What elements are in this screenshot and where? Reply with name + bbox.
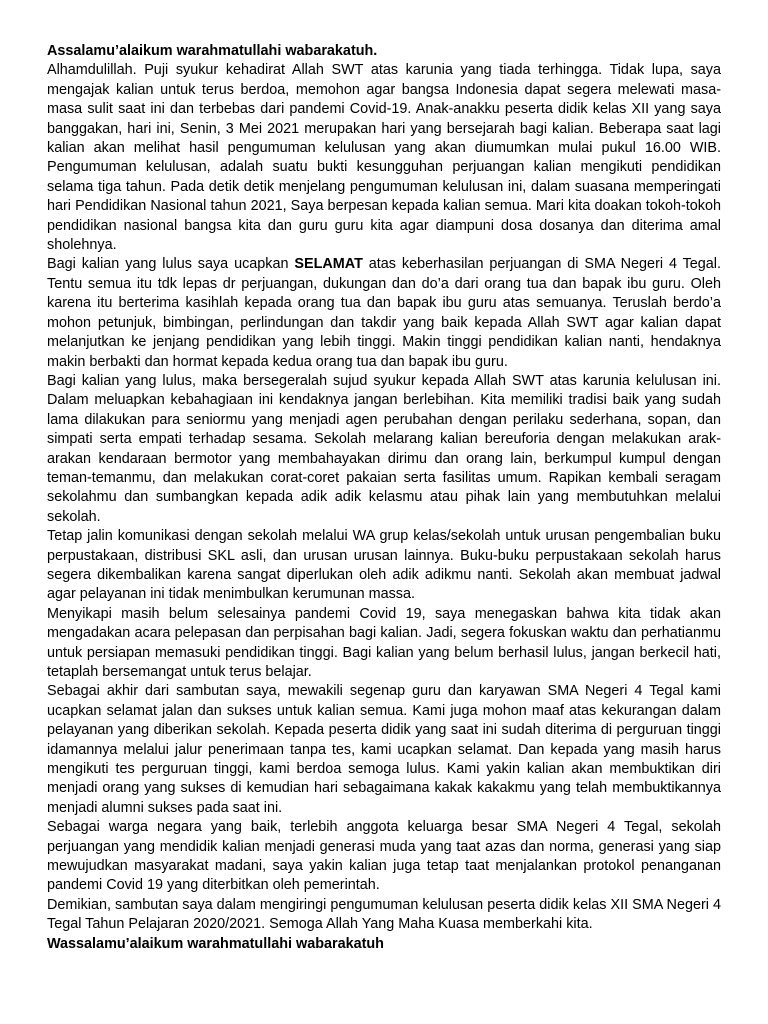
paragraph-pandemic: Menyikapi masih belum selesainya pandemi Covid 19, saya menegaskan bahwa kita tidak akan mengadakan acara pelepasan dan perpisahan bagi kalian. Jadi, segera fokuskan waktu dan perhatianmu untuk persiapan memasuki pendidikan tinggi. Bagi kalian yang belum berhasil lulus, jangan berkecil hati, tetaplah bersemangat untuk terus belajar. xyxy=(47,605,721,680)
opening-greeting: Assalamu’alaikum warahmatullahi wabarakatuh. xyxy=(47,43,378,59)
paragraph-closing: Demikian, sambutan saya dalam mengiringi pengumuman kelulusan peserta didik kelas XII SMA Negeri 4 Tegal Tahun Pelajaran 2020/2021. Semoga Allah Yang Maha Kuasa memberkahi kita. xyxy=(47,896,721,933)
selamat-emphasis: SELAMAT xyxy=(294,256,363,273)
paragraph-communication: Tetap jalin komunikasi dengan sekolah melalui WA grup kelas/sekolah untuk urusan pengembalian buku perpustakaan, distribusi SKL asli, dan urusan urusan lainnya. Buku-buku perpustakaan sekolah harus segera dikembalikan karena sangat diperlukan oleh adik adikmu nanti. Sekolah akan membuat jadwal agar pelayanan ini tidak menimbulkan kerumunan massa. xyxy=(47,528,721,603)
paragraph-congratulations-lead: Bagi kalian yang lulus saya ucapkan xyxy=(47,256,295,273)
paragraph-celebration-guidance: Bagi kalian yang lulus, maka bersegeralah sujud syukur kepada Allah SWT atas karunia kelulusan ini. Dalam meluapkan kebahagiaan ini kendaknya jangan berlebihan. Kita memiliki tradisi baik yang sudah lama dilakukan para seniormu yang menjadi agen perubahan dengan perilaku sederhana, sopan, dan simpati serta empati terhadap sesama. Sekolah melarang kalian bereuforia dengan melakukan arak-arakan kendaraan bermotor yang membahayakan dirimu dan orang lain, berkumpul kumpul dengan teman-temanmu, dan melakukan corat-coret pakaian serta fasilitas umum. Rapikan kembali seragam sekolahmu dan sumbangkan kepada adik adik kelasmu atau pihak lain yang membutuhkan melalui sekolah. xyxy=(47,372,721,525)
document-page xyxy=(47,42,721,954)
paragraph-opening: Alhamdulillah. Puji syukur kehadirat Allah SWT atas karunia yang tiada terhingga. Tidak lupa, saya mengajak kalian untuk terus berdoa, memohon agar bangsa Indonesia dapat segera melewati masa-masa sulit saat ini dan terbebas dari pandemi Covid-19. Anak-anakku peserta didik kelas XII yang saya banggakan, hari ini, Senin, 3 Mei 2021 merupakan hari yang bersejarah bagi kalian. Beberapa saat lagi kalian akan melihat hasil pengumuman kelulusan yang akan diumumkan mulai pukul 16.00 WIB. Pengumuman kelulusan, adalah suatu bukti kesungguhan perjuangan kalian mengikuti pendidikan selama tiga tahun. Pada detik detik menjelang pengumuman kelulusan ini, dalam suasana memperingati hari Pendidikan Nasional tahun 2021, Saya berpesan kepada kalian semua. Mari kita doakan tokoh-tokoh pendidikan nasional bangsa kita dan guru guru kita agar diampuni dosa dosanya dan diterima amal sholehnya. xyxy=(47,62,721,254)
paragraph-congratulations-rest: atas keberhasilan perjuangan di SMA Negeri 4 Tegal. Tentu semua itu tdk lepas dr perjuangan, dukungan dan do’a dari orang tua dan bapak ibu guru. Oleh karena itu berterima kasihlah kepada orang tua dan bapak ibu guru atas semuanya. Teruslah berdo’a mohon petunjuk, bimbingan, perlindungan dan takdir yang baik kepada Allah SWT agar kalian dapat melanjutkan ke jenjang pendidikan yang lebih tinggi. Makin tinggi pendidikan kalian nanti, hendaknya makin berbakti dan hormat kepada kedua orang tua dan bapak ibu guru. xyxy=(47,256,721,370)
paragraph-farewell: Sebagai akhir dari sambutan saya, mewakili segenap guru dan karyawan SMA Negeri 4 Tegal kami ucapkan selamat jalan dan sukses untuk kalian semua. Kami juga mohon maaf atas kekurangan dalam pelayanan yang diberikan sekolah. Kepada peserta didik yang saat ini sudah diterima di perguruan tinggi idamannya melalui jalur penerimaan tanpa tes, kami ucapkan selamat. Dan kepada yang masih harus mengikuti tes perguruan tinggi, kami berdoa semoga lulus. Kami yakin kalian akan membuktikan diri menjadi orang yang sukses di kemudian hari sebagaimana kakak kakakmu yang telah membuktikannya menjadi alumni sukses pada saat ini. xyxy=(47,683,721,816)
closing-greeting: Wassalamu’alaikum warahmatullahi wabarakatuh xyxy=(47,935,384,952)
paragraph-congratulations xyxy=(47,255,721,371)
paragraph-citizenship: Sebagai warga negara yang baik, terlebih anggota keluarga besar SMA Negeri 4 Tegal, sekolah perjuangan yang mendidik kalian menjadi generasi muda yang taat azas dan norma, generasi yang siap mewujudkan masyarakat madani, saya yakin kalian juga tetap taat menjalankan protokol penanganan pandemi Covid 19 yang diterbitkan oleh pemerintah. xyxy=(47,819,721,894)
